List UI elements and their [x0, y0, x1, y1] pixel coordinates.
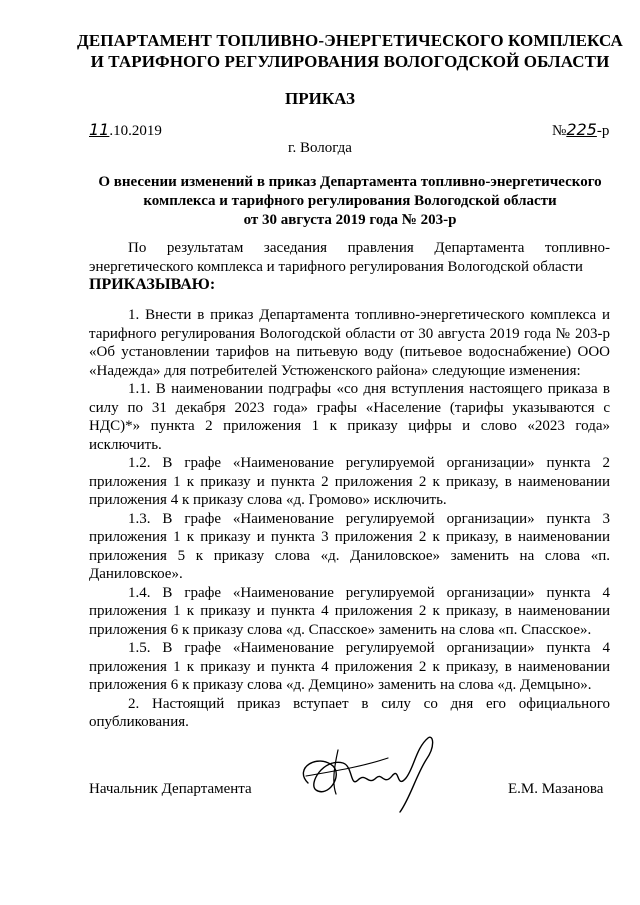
item-1-2: 1.2. В графе «Наименование регулируемой организации» пункта 2 приложения 1 к приказу и пункта 2 приложения 2 к приказу, в наименовании приложения 4 к приказу слова «д. Громово» исключить.: [89, 455, 610, 508]
preamble: По результатам заседания правления Департамента топливно-энергетического комплекса и тарифного регулирования Вологодской области: [89, 240, 610, 275]
signer-position: Начальник Департамента: [89, 781, 252, 797]
order-title: ПРИКАЗ: [285, 89, 355, 108]
signature-stroke-main: [303, 737, 432, 812]
subject-line-2: комплекса и тарифного регулирования Вологодской области: [143, 193, 557, 209]
order-word: ПРИКАЗЫВАЮ:: [89, 276, 216, 293]
item-2: 2. Настоящий приказ вступает в силу со дня его официального опубликования.: [89, 695, 610, 730]
order-date: [89, 120, 162, 140]
order-number: [552, 120, 609, 140]
order-items: [89, 306, 610, 732]
item-1-3: 1.3. В графе «Наименование регулируемой организации» пункта 3 приложения 1 к приказу и пункта 3 приложения 2 к приказу, в наименовании приложения 5 к приказу слова «д. Даниловское» заменить на слова «п. Даниловское».: [89, 510, 610, 582]
item-1-1: 1.1. В наименовании подграфы «со дня вступления настоящего приказа в силу по 31 декабря 2023 года» графы «Население (тарифы указываются с НДС)*» пункта 2 приложения 1 к приказу цифры и слово «2023 года» исключить.: [89, 381, 610, 453]
order-subject: [60, 173, 640, 230]
header-line-2: И ТАРИФНОГО РЕГУЛИРОВАНИЯ ВОЛОГОДСКОЙ ОБЛАСТИ: [90, 52, 610, 71]
item-1-5: 1.5. В графе «Наименование регулируемой организации» пункта 4 приложения 1 к приказу и пункта 4 приложения 2 к приказу, в наименовании приложения 6 к приказу слова «д. Демцино» заменить на слова «д. Демцыно».: [89, 640, 610, 693]
handwritten-signature: [288, 728, 448, 818]
number-handwritten: 225: [566, 120, 597, 139]
subject-line-1: О внесении изменений в приказ Департамента топливно-энергетического: [98, 174, 602, 190]
city: г. Вологда: [288, 140, 352, 156]
item-1: 1. Внести в приказ Департамента топливно-энергетического комплекса и тарифного регулирования Вологодской области от 30 августа 2019 года № 203-р «Об установлении тарифов на питьевую воду (питьевое водоснабжение) ООО «Надежда» для потребителей Устюженского района» следующие изменения:: [89, 307, 610, 379]
signer-name: Е.М. Мазанова: [508, 781, 604, 797]
number-prefix: №: [552, 123, 567, 139]
date-day-handwritten: 11: [89, 120, 110, 139]
subject-line-3: от 30 августа 2019 года № 203-р: [243, 212, 457, 228]
item-1-4: 1.4. В графе «Наименование регулируемой организации» пункта 4 приложения 1 к приказу и пункта 4 приложения 2 к приказу, в наименовании приложения 6 к приказу слова «д. Спасское» заменить на слова «п. Спасское».: [89, 584, 610, 638]
number-suffix: -р: [596, 123, 610, 139]
department-header: [60, 30, 640, 72]
header-line-1: ДЕПАРТАМЕНТ ТОПЛИВНО-ЭНЕРГЕТИЧЕСКОГО КОМПЛЕКСА: [77, 31, 623, 50]
preamble-block: [89, 239, 610, 295]
order-word-line: [89, 276, 610, 295]
date-rest: .10.2019: [109, 123, 162, 139]
